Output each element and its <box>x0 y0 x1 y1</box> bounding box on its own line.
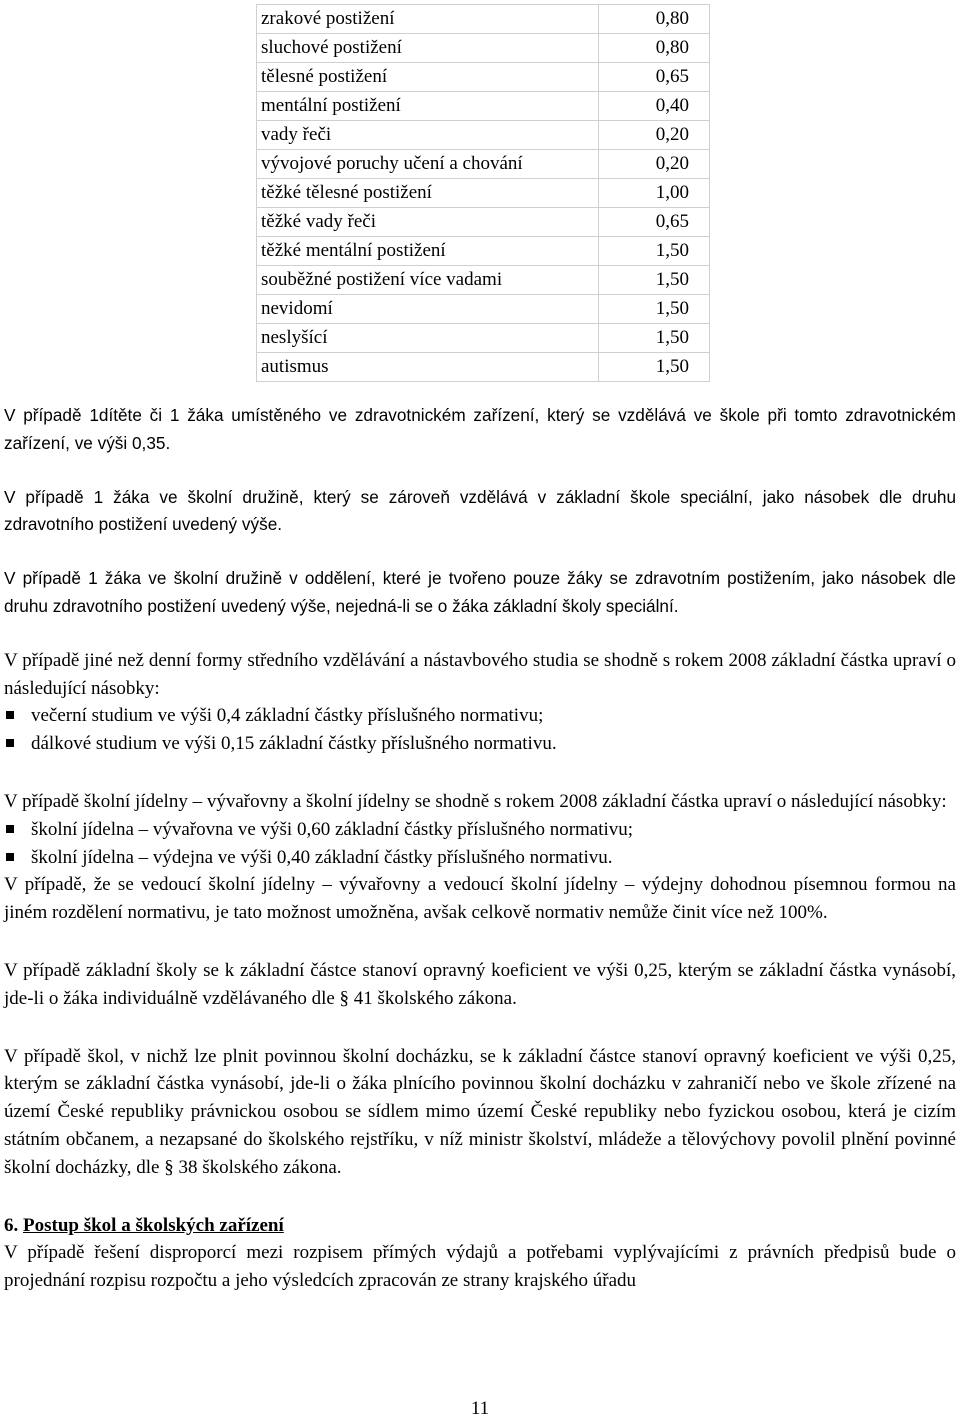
table-row <box>257 92 710 121</box>
section-text: V případě řešení disproporcí mezi rozpisem přímých výdajů a potřebami vyplývajícími z právních předpisů bude o projednání rozpisu rozpočtu a jeho výsledcích zpracován ze strany krajského úřadu <box>4 1242 956 1292</box>
table-cell-coefficient: 0,65 <box>599 208 710 237</box>
table-cell-disability: autismus <box>257 353 599 382</box>
table-cell-coefficient: 0,20 <box>599 121 710 150</box>
section-number: 6. <box>4 1214 19 1236</box>
paragraph-after-school-club-special: V případě 1 žáka ve školní družině, který se zároveň vzdělává v základní škole speciální, jako násobek dle druhu zdravotního postižení uvedený výše. <box>4 486 956 535</box>
paragraph-secondary-forms: V případě jiné než denní formy středního vzdělávání a nástavbového studia se shodně s rokem 2008 základní částka upraví o následující násobky: <box>4 649 956 699</box>
paragraph-foreign-compulsory: V případě škol, v nichž lze plnit povinnou školní docházku, se k základní částce stanoví opravný koeficient ve výši 0,25, kterým se základní částka vynásobí, jde-li o žáka plnícího povinnou školní docházku v zahraničí nebo ve škole zřízené na území České republiky právnickou osobou se sídlem mimo území České republiky nebo fyzickou osobou, která je cizím státním občanem, a nezapsané do školského rejstříku, v níž ministr školství, mládeže a tělovýchovy povolil plnění povinné školní docházky, dle § 38 školského zákona. <box>4 1045 956 1178</box>
table-cell-coefficient: 1,50 <box>599 324 710 353</box>
coefficient-table-body <box>257 5 710 382</box>
table-row <box>257 353 710 382</box>
table-cell-coefficient: 1,50 <box>599 266 710 295</box>
school-canteen-list <box>4 816 956 872</box>
section-heading <box>4 1212 956 1240</box>
table-cell-disability: těžké mentální postižení <box>257 237 599 266</box>
document-page <box>4 0 956 1295</box>
table-cell-disability: těžké vady řeči <box>257 208 599 237</box>
table-cell-disability: těžké tělesné postižení <box>257 179 599 208</box>
table-cell-disability: nevidomí <box>257 295 599 324</box>
table-row <box>257 63 710 92</box>
table-cell-disability: tělesné postižení <box>257 63 599 92</box>
table-cell-coefficient: 0,40 <box>599 92 710 121</box>
table-row <box>257 150 710 179</box>
table-cell-disability: vývojové poruchy učení a chování <box>257 150 599 179</box>
list-item: dálkové studium ve výši 0,15 základní částky příslušného normativu. <box>4 730 956 758</box>
table-cell-coefficient: 1,50 <box>599 353 710 382</box>
table-row <box>257 179 710 208</box>
paragraph-canteen-agreement: V případě, že se vedoucí školní jídelny – vývařovny a vedoucí školní jídelny – výdejny dohodnou písemnou formou na jiném rozdělení normativu, je tato možnost umožněna, avšak celkově normativ nemůže činit více než 100%. <box>4 874 956 924</box>
table-cell-coefficient: 0,80 <box>599 34 710 63</box>
table-row <box>257 295 710 324</box>
paragraph-individual-education: V případě základní školy se k základní částce stanoví opravný koeficient ve výši 0,25, kterým se základní částka vynásobí, jde-li o žáka individuálně vzdělávaného dle § 41 školského zákona. <box>4 959 956 1009</box>
table-row <box>257 5 710 34</box>
table-row <box>257 324 710 353</box>
table-cell-disability: sluchové postižení <box>257 34 599 63</box>
paragraph-after-school-club-department: V případě 1 žáka ve školní družině v oddělení, které je tvořeno pouze žáky se zdravotním postižením, jako násobek dle druhu zdravotního postižení uvedený výše, nejedná-li se o žáka základní školy speciální. <box>4 568 956 616</box>
list-item: školní jídelna – vývařovna ve výši 0,60 základní částky příslušného normativu; <box>4 816 956 844</box>
table-row <box>257 208 710 237</box>
list-item: školní jídelna – výdejna ve výši 0,40 základní částky příslušného normativu. <box>4 844 956 872</box>
table-row <box>257 266 710 295</box>
secondary-forms-list <box>4 702 956 758</box>
table-cell-disability: zrakové postižení <box>257 5 599 34</box>
table-cell-coefficient: 1,00 <box>599 179 710 208</box>
table-row <box>257 237 710 266</box>
paragraph-school-canteen: V případě školní jídelny – vývařovny a školní jídelny se shodně s rokem 2008 základní částka upraví o následující násobky: <box>4 790 947 812</box>
table-cell-disability: souběžné postižení více vadami <box>257 266 599 295</box>
table-cell-coefficient: 0,20 <box>599 150 710 179</box>
table-cell-coefficient: 0,65 <box>599 63 710 92</box>
table-cell-disability: mentální postižení <box>257 92 599 121</box>
table-cell-coefficient: 1,50 <box>599 237 710 266</box>
table-cell-disability: neslyšící <box>257 324 599 353</box>
table-row <box>257 121 710 150</box>
table-row <box>257 34 710 63</box>
paragraph-health-facility: V případě 1dítěte či 1 žáka umístěného ve zdravotnickém zařízení, který se vzdělává ve škole při tomto zdravotnickém zařízení, ve výši 0,35. <box>4 405 956 453</box>
list-item: večerní studium ve výši 0,4 základní částky příslušného normativu; <box>4 702 956 730</box>
table-cell-coefficient: 1,50 <box>599 295 710 324</box>
section-title: Postup škol a školských zařízení <box>23 1214 284 1236</box>
coefficient-table <box>256 4 710 382</box>
table-cell-disability: vady řeči <box>257 121 599 150</box>
page-number: 11 <box>470 1398 490 1419</box>
table-cell-coefficient: 0,80 <box>599 5 710 34</box>
